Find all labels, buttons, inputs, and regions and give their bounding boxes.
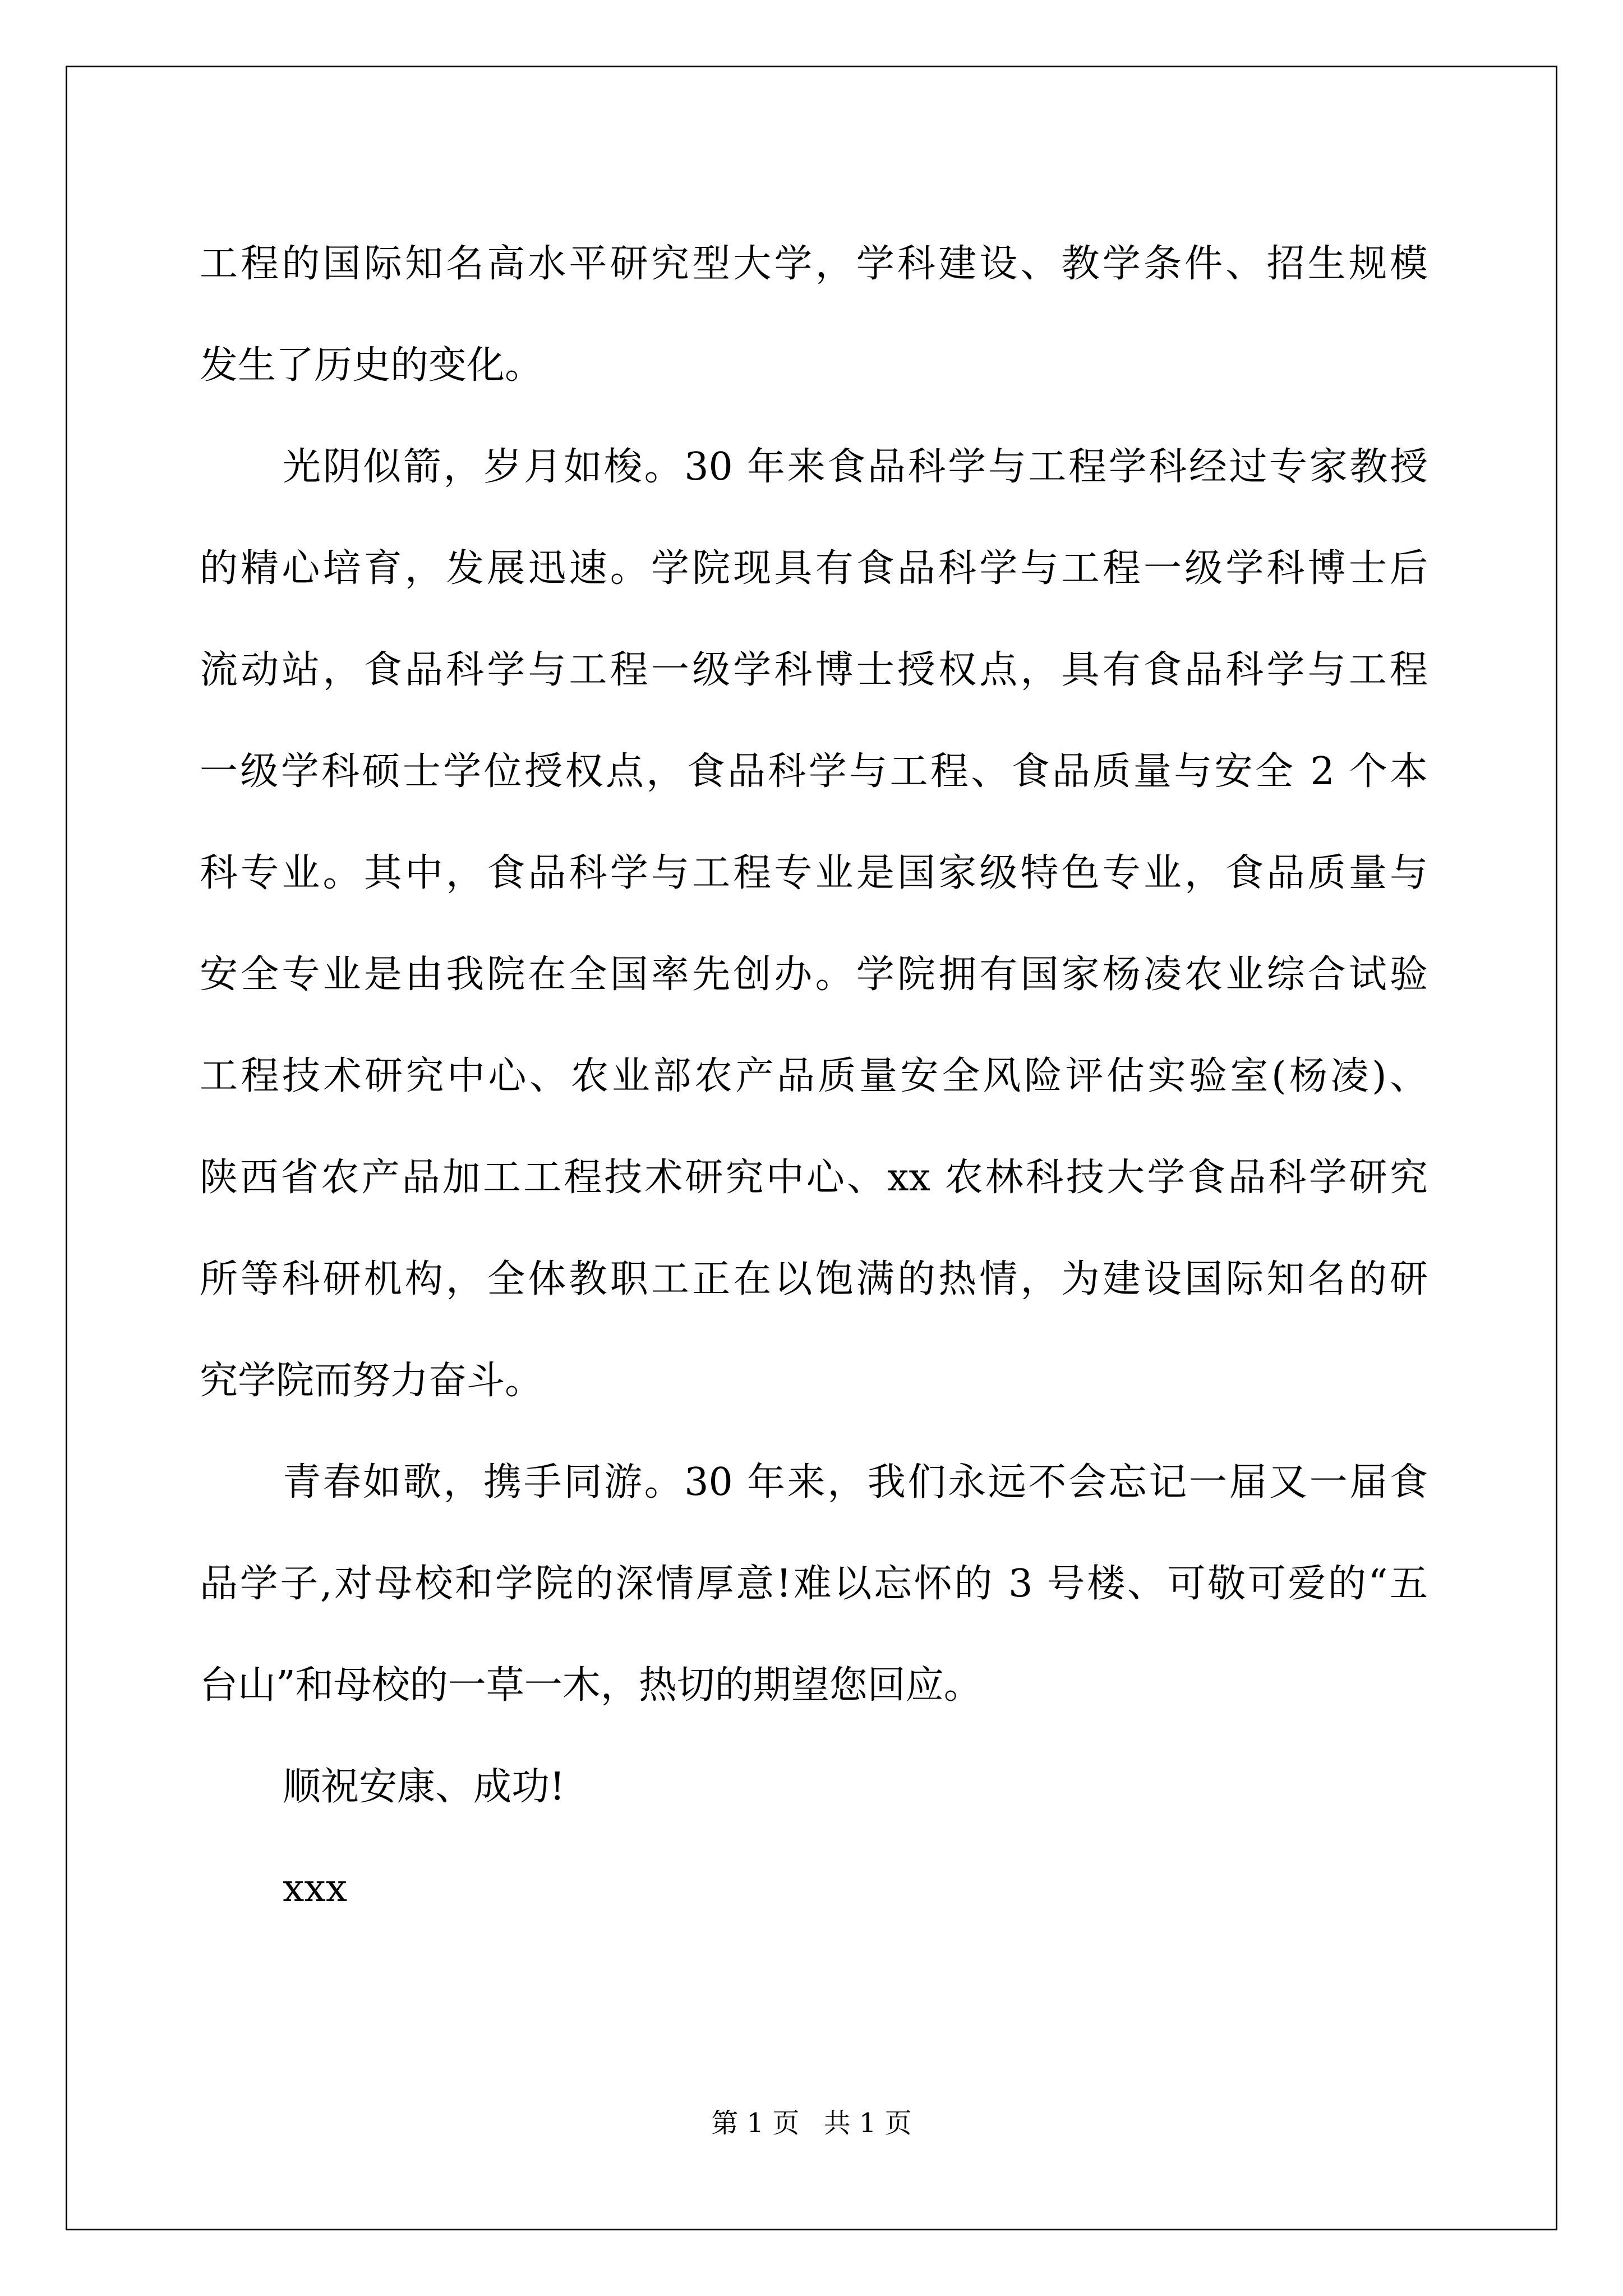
text-line: 陕西省农产品加工工程技术研究中心、xx 农林科技大学食品科学研究 [200, 1156, 1428, 1200]
text-line: 流动站，食品科学与工程一级学科博士授权点，具有食品科学与工程 [200, 648, 1428, 692]
page-footer [0, 2101, 1623, 2140]
closing-greeting: 顺祝安康、成功! [283, 1765, 565, 1809]
text-line: 的精心培育，发展迅速。学院现具有食品科学与工程一级学科博士后 [200, 546, 1428, 591]
text-line: 品学子,对母校和学院的深情厚意!难以忘怀的 3 号楼、可敬可爱的“五 [200, 1562, 1428, 1606]
text-line: 一级学科硕士学位授权点，食品科学与工程、食品质量与安全 2 个本 [200, 749, 1428, 794]
text-line: 青春如歌，携手同游。30 年来，我们永远不会忘记一届又一届食 [283, 1460, 1428, 1504]
page-count: 共 1 页 [823, 2108, 912, 2139]
signature: xxx [283, 1866, 348, 1911]
text-line: 光阴似箭，岁月如梭。30 年来食品科学与工程学科经过专家教授 [283, 445, 1428, 489]
text-line: 工程技术研究中心、农业部农产品质量安全风险评估实验室(杨凌)、 [200, 1054, 1428, 1098]
text-line: 工程的国际知名高水平研究型大学，学科建设、教学条件、招生规模 [200, 242, 1428, 286]
text-line: 安全专业是由我院在全国率先创办。学院拥有国家杨凌农业综合试验 [200, 953, 1428, 997]
text-line: 所等科研机构，全体教职工正在以饱满的热情，为建设国际知名的研 [200, 1257, 1428, 1301]
text-line: 台山”和母校的一草一木，热切的期望您回应。 [200, 1663, 982, 1708]
document-body [200, 213, 1428, 1939]
text-line: 科专业。其中，食品科学与工程专业是国家级特色专业，食品质量与 [200, 851, 1428, 895]
page-number: 第 1 页 [711, 2108, 800, 2139]
text-line: 究学院而努力奋斗。 [200, 1359, 543, 1403]
text-line: 发生了历史的变化。 [200, 343, 543, 388]
